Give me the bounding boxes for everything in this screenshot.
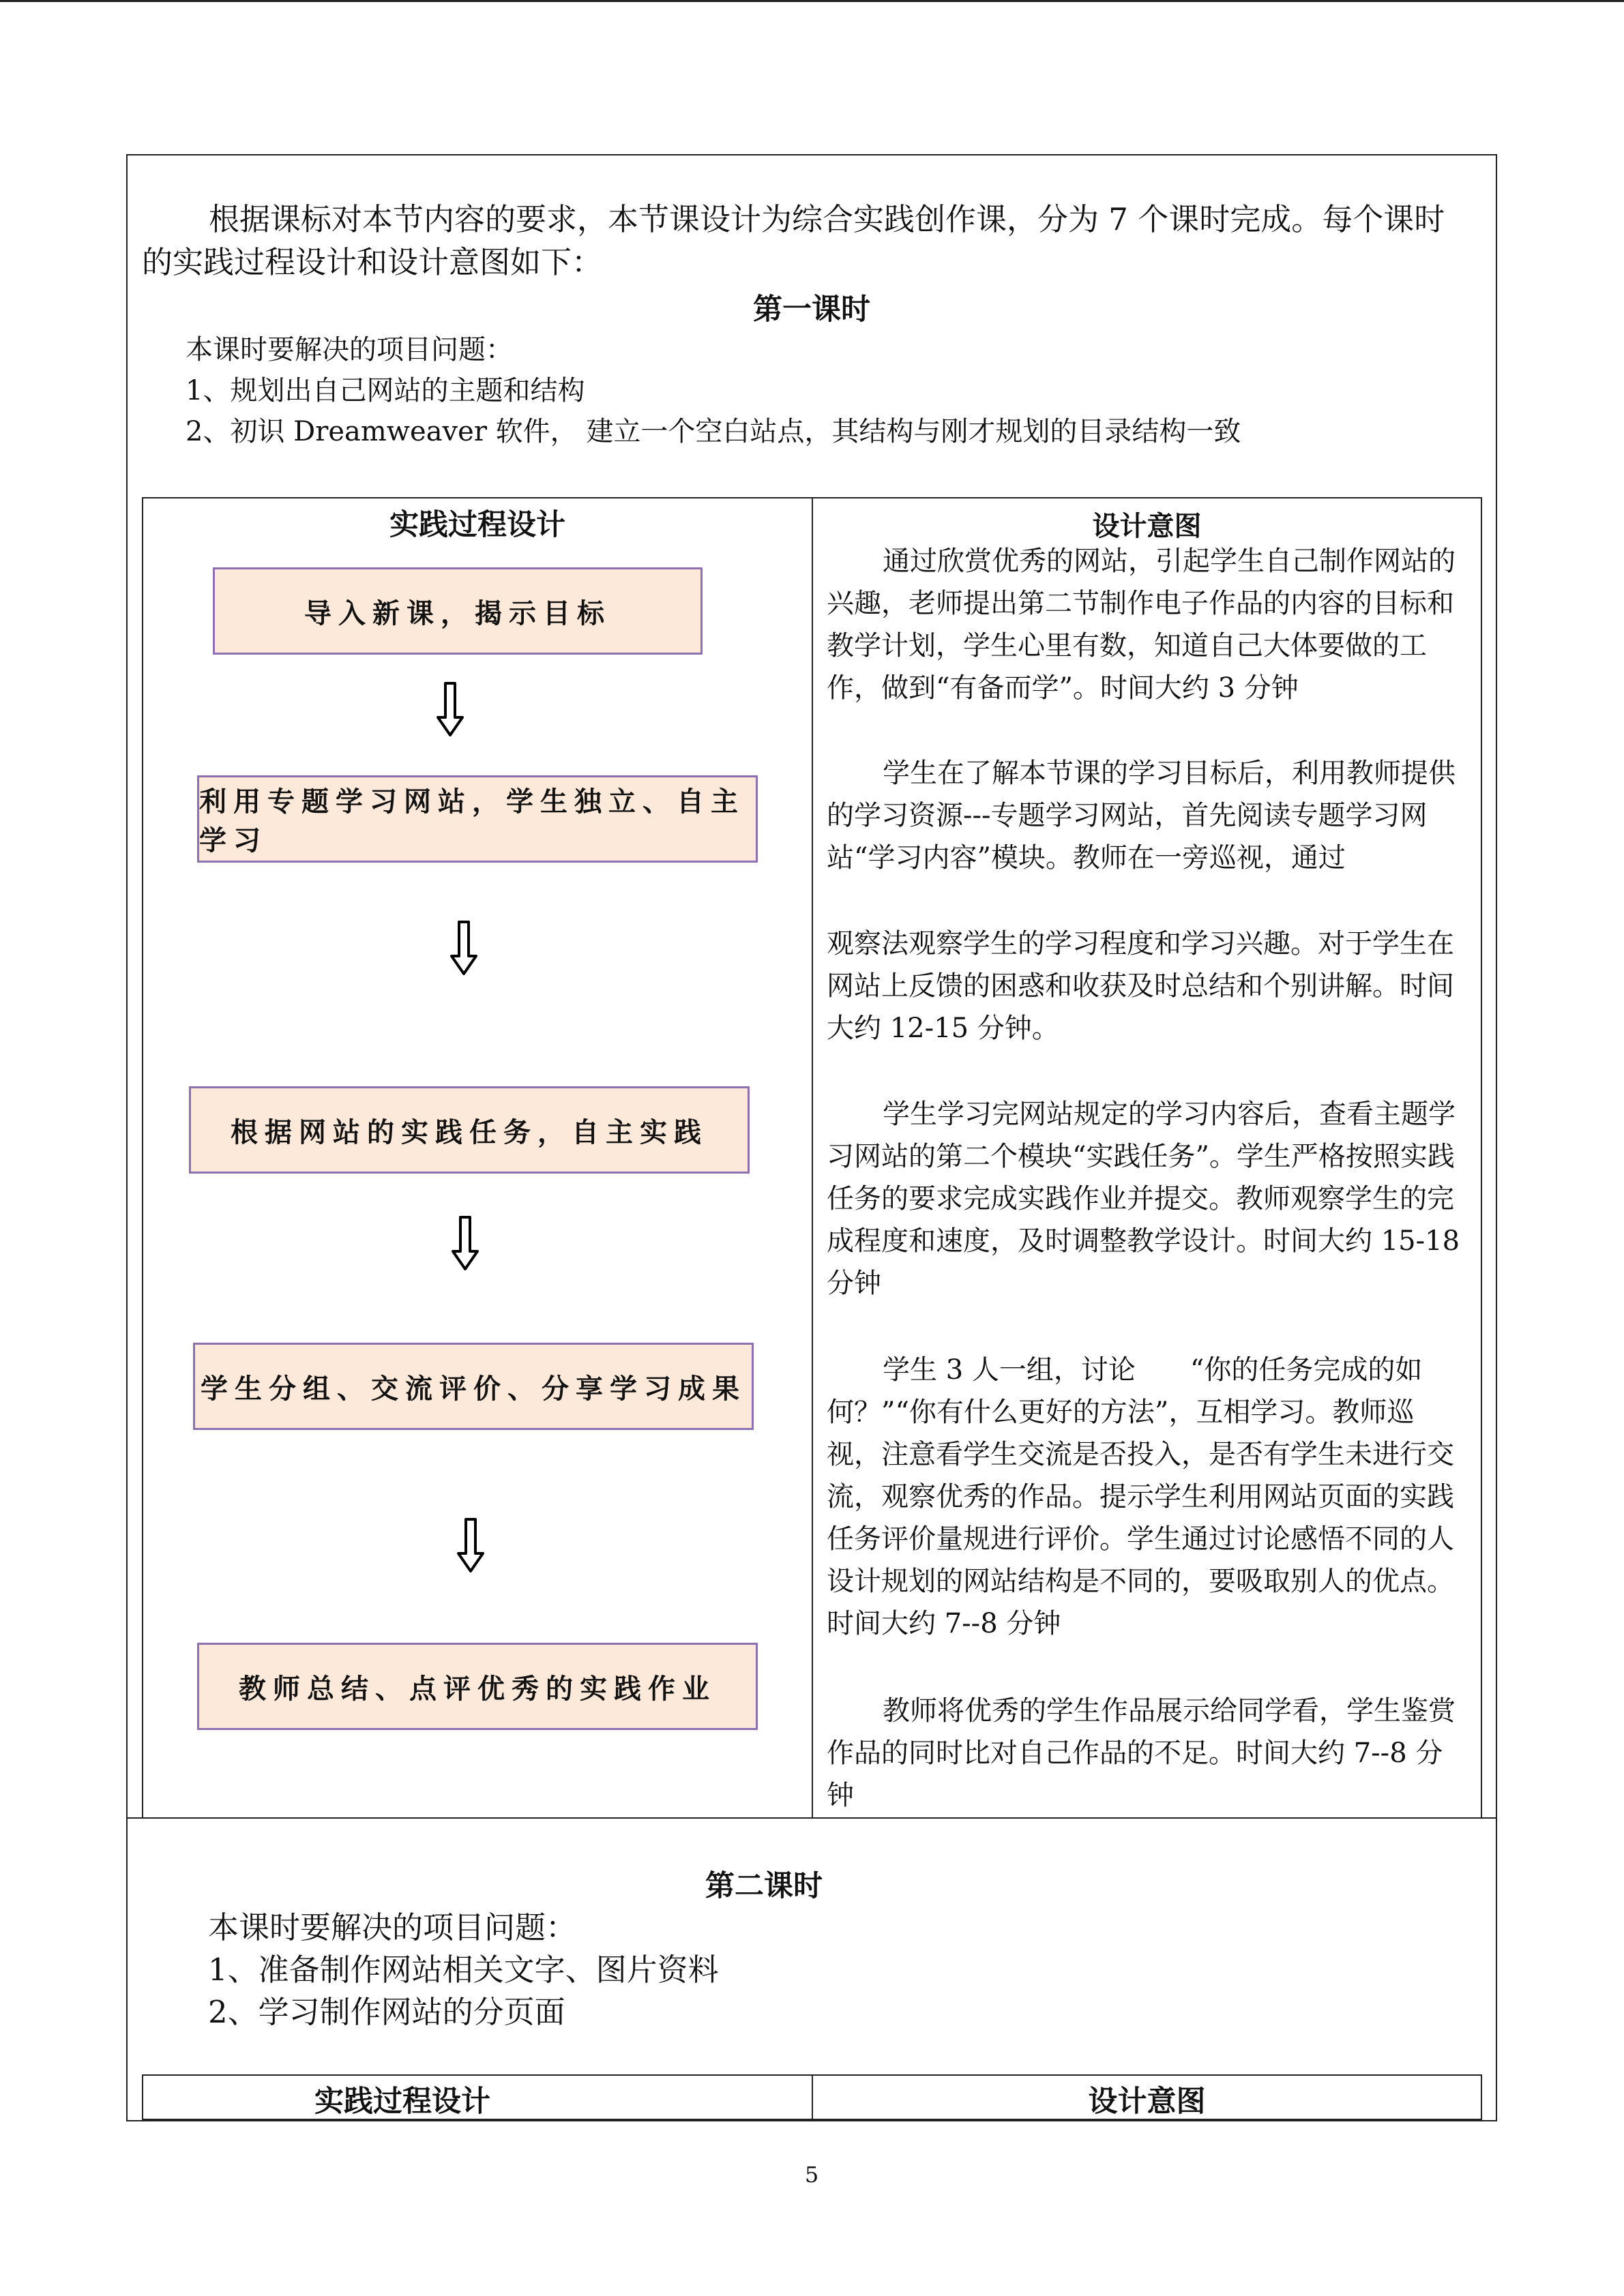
lesson1-table-divider: [812, 497, 813, 1819]
lesson2-title: 第二课时: [705, 1869, 823, 1903]
down-arrow-icon: [452, 1216, 479, 1270]
down-arrow-icon: [457, 1518, 484, 1572]
flow-step-self-study: [197, 775, 758, 863]
flow-step-label: 学生分组、交流评价、分享学习成果: [201, 1373, 746, 1405]
page-top-border: [0, 0, 1624, 2]
flow-step-label: 教师总结、点评优秀的实践作业: [239, 1673, 716, 1705]
lesson2-col1-header: 实践过程设计: [314, 2085, 490, 2119]
lesson2-col2-header: 设计意图: [1088, 2085, 1206, 2119]
lesson1-problem-label: 本课时要解决的项目问题：: [186, 334, 513, 366]
lesson2-problem-label: 本课时要解决的项目问题：: [208, 1909, 577, 1945]
flow-step-label: 利用专题学习网站，学生独立、自主学习: [199, 786, 745, 856]
flow-step-label: 导入新课，揭示目标: [304, 597, 611, 629]
page-number: 5: [804, 2162, 819, 2188]
flow-step-intro: [213, 567, 703, 655]
lesson1-title: 第一课时: [753, 293, 870, 327]
flow-step-label: 根据网站的实践任务，自主实践: [231, 1116, 708, 1148]
down-arrow-icon: [450, 921, 477, 975]
lesson1-problem-1: 1、规划出自己网站的主题和结构: [186, 375, 585, 406]
flow-step-practice: [189, 1086, 750, 1174]
lesson1-col1-header: 实践过程设计: [389, 508, 565, 542]
lesson1-col2-header: 设计意图: [1092, 510, 1202, 542]
flow-step-summary: [197, 1643, 758, 1730]
intent-paragraph-5: 学生 3 人一组，讨论 “你的任务完成的如何？”“你有什么更好的方法”，互相学习。教师巡视，注意看学生交流是否投入，是否有学生未进行交流，观察优秀的作品。提示学生利用网站页面的实践任务评价量规进行评价。学生通过讨论感悟不同的人设计规划的网站结构是不同的，要吸取别人的优点。时间大约 7--8 分钟: [827, 1354, 1454, 1639]
intent-paragraph-3: 观察法观察学生的学习程度和学习兴趣。对于学生在网站上反馈的困惑和收获及时总结和个别讲解。时间大约 12-15 分钟。: [827, 928, 1454, 1044]
flow-step-group-share: [193, 1343, 754, 1430]
lesson2-problem-2: 2、学习制作网站的分页面: [208, 1994, 565, 2030]
intent-paragraph-1: 通过欣赏优秀的网站，引起学生自己制作网站的兴趣，老师提出第二节制作电子作品的内容的目标和教学计划，学生心里有数，知道自己大体要做的工作，做到“有备而学”。时间大约 3 分钟: [827, 546, 1456, 704]
intent-paragraph-6: 教师将优秀的学生作品展示给同学看，学生鉴赏作品的同时比对自己作品的不足。时间大约 7--8 分钟: [827, 1695, 1456, 1811]
lesson1-problem-2: 2、初识 Dreamweaver 软件， 建立一个空白站点，其结构与刚才规划的目录结构一致: [186, 416, 1241, 447]
intent-paragraph-2: 学生在了解本节课的学习目标后，利用教师提供的学习资源---专题学习网站，首先阅读专题学习网站“学习内容”模块。教师在一旁巡视，通过: [827, 758, 1456, 874]
intent-paragraph-4: 学生学习完网站规定的学习内容后，查看主题学习网站的第二个模块“实践任务”。学生严格按照实践任务的要求完成实践作业并提交。教师观察学生的完成程度和速度，及时调整教学设计。时间大约 15-18 分钟: [827, 1099, 1460, 1299]
intro-paragraph: 根据课标对本节内容的要求，本节课设计为综合实践创作课，分为 7 个课时完成。每个课时的实践过程设计和设计意图如下：: [142, 201, 1445, 280]
down-arrow-icon: [437, 682, 464, 736]
lesson2-problem-1: 1、准备制作网站相关文字、图片资料: [208, 1952, 719, 1988]
